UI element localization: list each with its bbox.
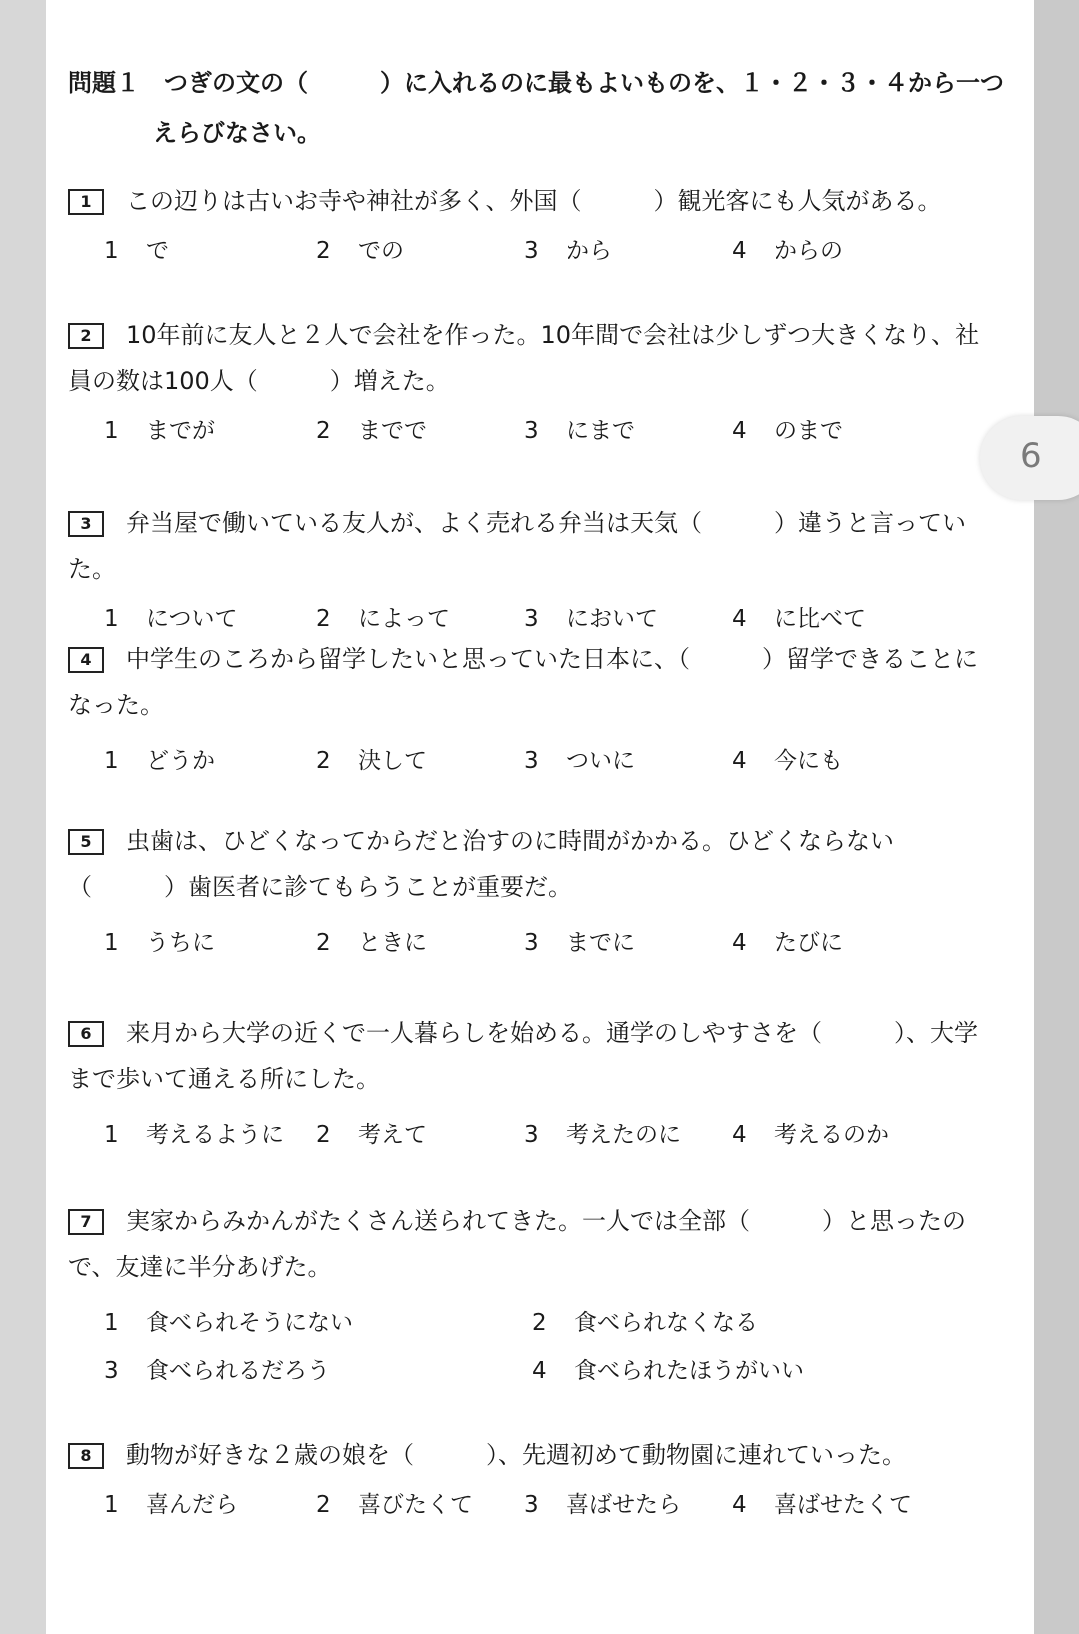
question-6	[68, 1010, 1028, 1156]
option-4[interactable]: 4 に比べて	[732, 606, 866, 632]
question-3	[68, 500, 1028, 640]
option-3[interactable]: 3 にまで	[524, 418, 635, 444]
instruction-line2: えらびなさい。	[153, 119, 321, 147]
right-margin	[1034, 0, 1079, 1634]
options	[68, 1344, 1028, 1392]
question-number: 1	[68, 189, 104, 215]
options	[68, 1296, 1028, 1344]
options	[68, 734, 1028, 782]
question-text: 弁当屋で働いている友人が、よく売れる弁当は天気（ ）違うと言っていた。	[68, 509, 966, 583]
options	[68, 1478, 1028, 1526]
options	[68, 1108, 1028, 1156]
option-1[interactable]: 1 喜んだら	[104, 1492, 238, 1518]
option-4[interactable]: 4 考えるのか	[732, 1122, 889, 1148]
page-number: 6	[1020, 436, 1042, 476]
instruction-line1: 問題１ つぎの文の（ ）に入れるのに最もよいものを、１・２・３・４から一つ	[68, 69, 1004, 97]
option-2[interactable]: 2 食べられなくなる	[532, 1310, 758, 1336]
option-4[interactable]: 4 食べられたほうがいい	[532, 1358, 804, 1384]
question-text: 実家からみかんがたくさん送られてきた。一人では全部（ ）と思ったので、友達に半分あげた。	[68, 1207, 966, 1281]
option-2[interactable]: 2 喜びたくて	[316, 1492, 473, 1518]
left-margin	[0, 0, 46, 1634]
instructions	[68, 58, 1028, 158]
option-2[interactable]: 2 によって	[316, 606, 450, 632]
option-2[interactable]: 2 までで	[316, 418, 427, 444]
question-number: 6	[68, 1021, 104, 1047]
question-2	[68, 312, 1028, 452]
question-text: 10年前に友人と２人で会社を作った。10年間で会社は少しずつ大きくなり、社員の数は100人（ ）増えた。	[68, 321, 980, 395]
question-number: 7	[68, 1209, 104, 1235]
question-text: 中学生のころから留学したいと思っていた日本に、（ ）留学できることになった。	[68, 645, 978, 719]
question-number: 2	[68, 323, 104, 349]
option-4[interactable]: 4 今にも	[732, 748, 843, 774]
question-number: 4	[68, 647, 104, 673]
question-number: 3	[68, 511, 104, 537]
option-1[interactable]: 1 までが	[104, 418, 215, 444]
option-4[interactable]: 4 喜ばせたくて	[732, 1492, 912, 1518]
option-3[interactable]: 3 から	[524, 238, 612, 264]
option-2[interactable]: 2 での	[316, 238, 404, 264]
question-text: 来月から大学の近くで一人暮らしを始める。通学のしやすさを（ ）、大学まで歩いて通える所にした。	[68, 1019, 978, 1093]
option-3[interactable]: 3 において	[524, 606, 658, 632]
option-1[interactable]: 1 どうか	[104, 748, 215, 774]
question-5	[68, 818, 1028, 964]
option-3[interactable]: 3 までに	[524, 930, 635, 956]
option-4[interactable]: 4 のまで	[732, 418, 843, 444]
question-number: 8	[68, 1443, 104, 1469]
option-1[interactable]: 1 考えるように	[104, 1122, 284, 1148]
question-4	[68, 636, 1028, 782]
options	[68, 592, 1028, 640]
option-4[interactable]: 4 からの	[732, 238, 843, 264]
question-number: 5	[68, 829, 104, 855]
option-2[interactable]: 2 ときに	[316, 930, 427, 956]
option-3[interactable]: 3 考えたのに	[524, 1122, 681, 1148]
option-1[interactable]: 1 で	[104, 238, 169, 264]
option-2[interactable]: 2 考えて	[316, 1122, 427, 1148]
question-1	[68, 178, 1028, 272]
option-4[interactable]: 4 たびに	[732, 930, 843, 956]
options	[68, 224, 1028, 272]
option-1[interactable]: 1 うちに	[104, 930, 215, 956]
option-1[interactable]: 1 について	[104, 606, 238, 632]
question-text: 虫歯は、ひどくなってからだと治すのに時間がかかる。ひどくならない（ ）歯医者に診てもらうことが重要だ。	[68, 827, 894, 901]
options	[68, 404, 1028, 452]
options	[68, 916, 1028, 964]
option-3[interactable]: 3 喜ばせたら	[524, 1492, 681, 1518]
option-1[interactable]: 1 食べられそうにない	[104, 1310, 353, 1336]
question-7	[68, 1198, 1028, 1392]
option-3[interactable]: 3 食べられるだろう	[104, 1358, 330, 1384]
option-3[interactable]: 3 ついに	[524, 748, 635, 774]
question-text: この辺りは古いお寺や神社が多く、外国（ ）観光客にも人気がある。	[126, 187, 942, 215]
question-8	[68, 1432, 1028, 1526]
option-2[interactable]: 2 決して	[316, 748, 427, 774]
question-text: 動物が好きな２歳の娘を（ ）、先週初めて動物園に連れていった。	[126, 1441, 906, 1469]
